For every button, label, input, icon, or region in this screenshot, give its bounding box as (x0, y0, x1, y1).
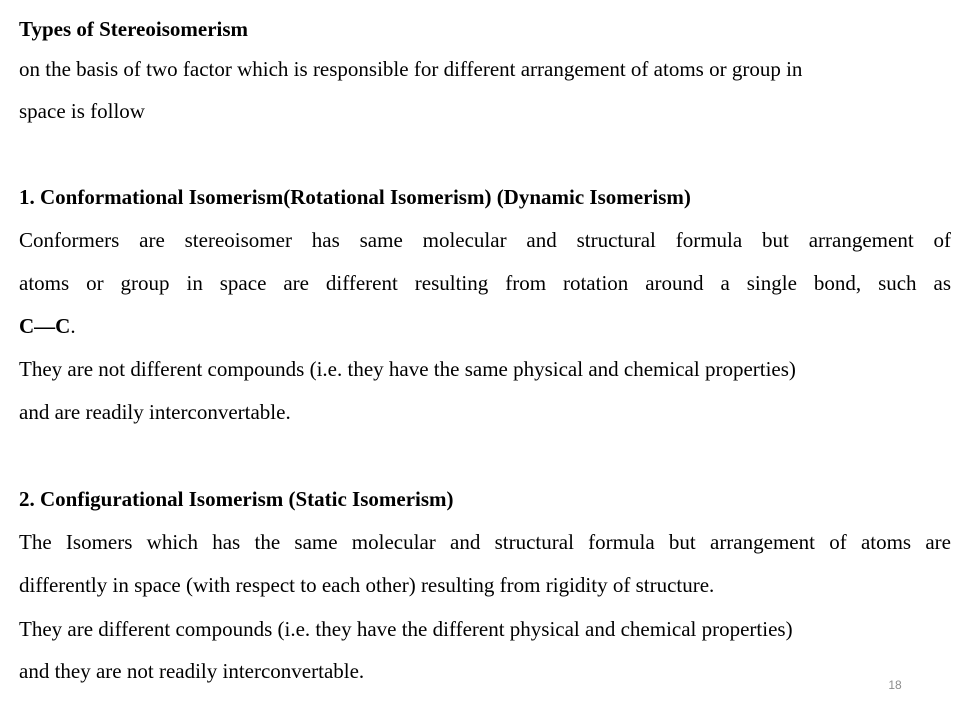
section-1-line-1: Conformers are stereoisomer has same molecular and structural formula but arrangement of (19, 228, 951, 252)
section-1-line-4: They are not different compounds (i.e. they have the same physical and chemical properties) (19, 357, 796, 381)
intro-line-1: on the basis of two factor which is responsible for different arrangement of atoms or group in (19, 57, 803, 81)
section-1-line-2: atoms or group in space are different resulting from rotation around a single bond, such as (19, 271, 951, 295)
section-2-title: 2. Configurational Isomerism (Static Isomerism) (19, 487, 454, 511)
section-1-title: 1. Conformational Isomerism(Rotational Isomerism) (Dynamic Isomerism) (19, 185, 691, 209)
section-1-line-3 (19, 313, 951, 339)
bond-label: C—C (19, 314, 71, 338)
slide-title: Types of Stereoisomerism (19, 17, 249, 41)
section-1-line-5: and are readily interconvertable. (19, 400, 291, 424)
section-2-line-1: The Isomers which has the same molecular and structural formula but arrangement of atoms are (19, 530, 951, 554)
page-number: 18 (888, 678, 902, 692)
section-2-line-2: differently in space (with respect to each other) resulting from rigidity of structure. (19, 573, 715, 597)
section-2-line-3: They are different compounds (i.e. they have the different physical and chemical properties) (19, 617, 793, 641)
intro-line-2: space is follow (19, 99, 145, 123)
bond-suffix: . (70, 314, 76, 338)
section-2-line-4: and they are not readily interconvertable. (19, 659, 365, 683)
